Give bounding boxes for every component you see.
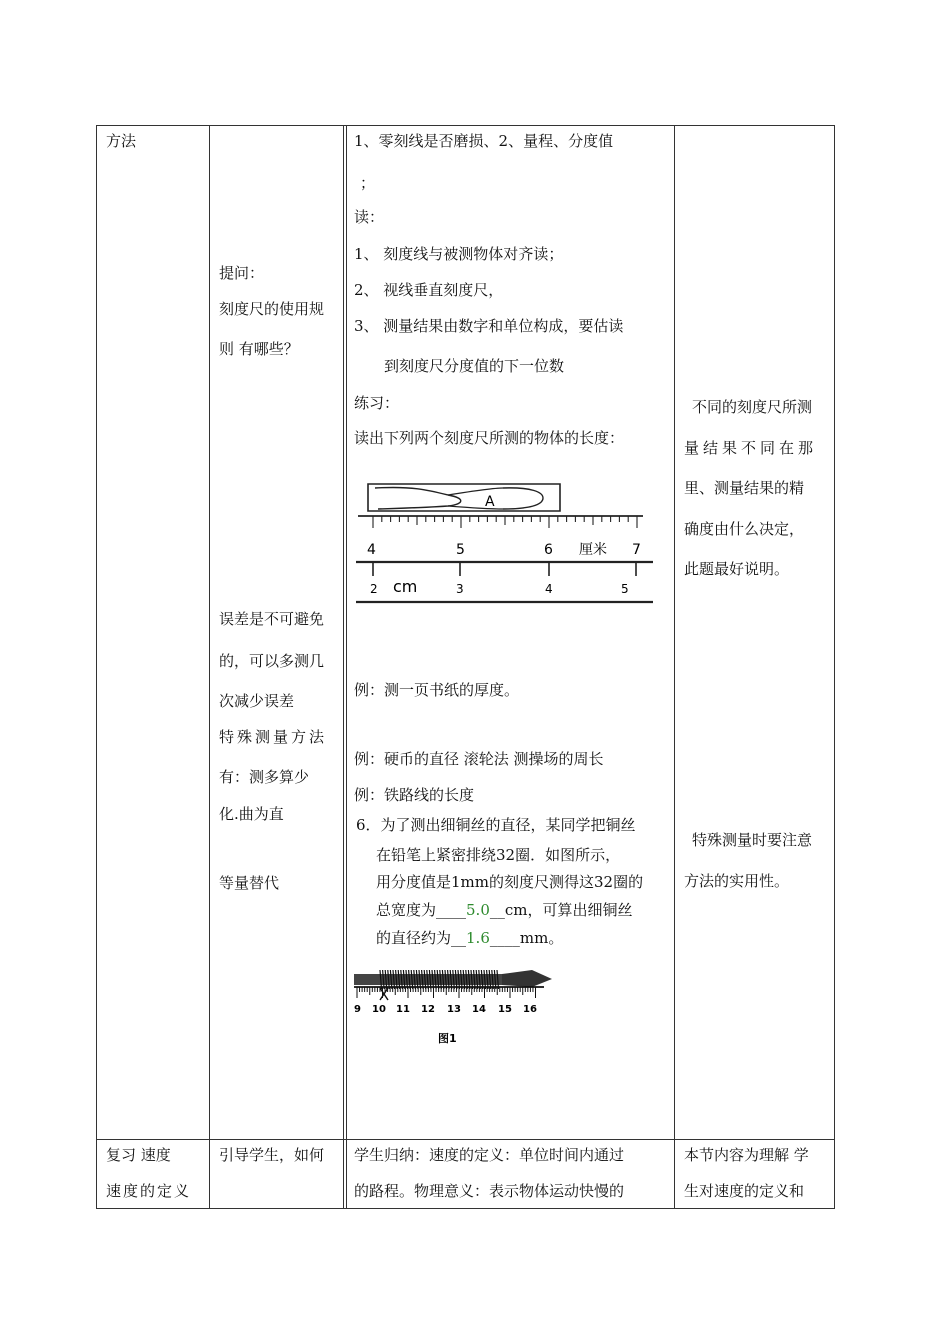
table-border-bottom bbox=[96, 1208, 835, 1209]
section-note-line-2: 生对速度的定义和 bbox=[684, 1182, 805, 1200]
coil-tick-14: 14 bbox=[472, 1004, 486, 1015]
question6-blank-prefix: 总宽度为____ bbox=[376, 901, 467, 919]
rule-line-2: ； bbox=[360, 174, 376, 192]
coil-figure-caption: 图1 bbox=[438, 1032, 457, 1045]
ruler1-unit: 厘米 bbox=[579, 542, 607, 558]
question-label: 提问： bbox=[219, 264, 265, 282]
cell-method: 方法 bbox=[106, 132, 137, 150]
practice-label: 练习： bbox=[354, 394, 400, 412]
review-speed: 复习 速度 bbox=[106, 1146, 171, 1164]
ruler1-tick-4: 4 bbox=[367, 542, 376, 558]
special-method-line-4: 等量替代 bbox=[219, 874, 280, 892]
object-a-label: A bbox=[485, 494, 495, 510]
ruler2-tick-3: 3 bbox=[456, 582, 464, 596]
table-border-right bbox=[834, 125, 835, 1208]
guide-students: 引导学生，如何 bbox=[219, 1146, 325, 1164]
coil-tick-13: 13 bbox=[447, 1004, 461, 1015]
table-border-left bbox=[96, 125, 97, 1208]
table-border-top bbox=[96, 125, 835, 126]
question6-blank-suffix: __cm，可算出细铜丝 bbox=[489, 901, 633, 919]
question-line-1: 刻度尺的使用规 bbox=[219, 300, 325, 318]
coil-tick-15: 15 bbox=[498, 1004, 512, 1015]
question6-answer-diameter: 1.6 bbox=[466, 929, 490, 947]
coil-tick-12: 12 bbox=[421, 1004, 435, 1015]
question6-line-4 bbox=[376, 899, 633, 920]
coil-tick-10: 10 bbox=[372, 1004, 386, 1015]
note-line-2: 量结果不同在那 bbox=[684, 439, 818, 457]
question6-line-2: 在铅笔上紧密排绕32圈．如图所示， bbox=[376, 846, 621, 864]
column-divider-3 bbox=[674, 125, 675, 1208]
error-line-3: 次减少误差 bbox=[219, 692, 295, 710]
question6-diameter-suffix: ____mm。 bbox=[489, 929, 564, 947]
read-step-1: 1、 刻度线与被测物体对齐读； bbox=[354, 245, 564, 263]
rule-line-1: 1、零刻线是否磨损、2、量程、分度值 bbox=[354, 132, 614, 150]
note-line-1: 不同的刻度尺所测 bbox=[692, 398, 813, 416]
error-line-2: 的，可以多测几 bbox=[219, 652, 325, 670]
special-method-line-3: 化.曲为直 bbox=[219, 805, 284, 823]
read-step-3: 3、 测量结果由数字和单位构成，要估读 bbox=[354, 317, 624, 335]
question6-line-1: 6．为了测出细铜丝的直径，某同学把铜丝 bbox=[356, 816, 636, 834]
question-line-2: 则 有哪些？ bbox=[219, 340, 299, 358]
question6-diameter-prefix: 的直径约为__ bbox=[376, 929, 467, 947]
coil-tick-9: 9 bbox=[354, 1004, 361, 1015]
example-coin-diameter: 例：硬币的直径 滚轮法 测操场的周长 bbox=[354, 750, 604, 768]
ruler1-tick-7: 7 bbox=[632, 542, 641, 558]
note-line-5: 此题最好说明。 bbox=[684, 560, 790, 578]
read-step-3-cont: 到刻度尺分度值的下一位数 bbox=[384, 357, 565, 375]
ruler2-unit: cm bbox=[393, 577, 418, 596]
section-note-line-1: 本节内容为理解 学 bbox=[684, 1146, 809, 1164]
read-step-2: 2、 视线垂直刻度尺， bbox=[354, 281, 504, 299]
special-method-line-1: 特殊测量方法 bbox=[219, 728, 328, 746]
column-divider-2 bbox=[343, 125, 344, 1208]
row-divider bbox=[96, 1139, 835, 1140]
ruler1-tick-5: 5 bbox=[456, 542, 465, 558]
student-summary-line-2: 的路程。物理意义：表示物体运动快慢的 bbox=[354, 1182, 625, 1200]
note-line-7: 方法的实用性。 bbox=[684, 872, 790, 890]
speed-definition: 速度的定义 bbox=[106, 1182, 192, 1200]
practice-instruction: 读出下列两个刻度尺所测的物体的长度： bbox=[354, 429, 625, 447]
ruler-figure bbox=[353, 478, 658, 610]
error-line-1: 误差是不可避免 bbox=[219, 610, 325, 628]
read-label: 读： bbox=[354, 208, 385, 226]
column-divider-1 bbox=[209, 125, 210, 1208]
note-line-4: 确度由什么决定， bbox=[684, 520, 805, 538]
question6-line-3: 用分度值是1mm的刻度尺测得这32圈的 bbox=[376, 873, 644, 891]
ruler1-tick-6: 6 bbox=[544, 542, 553, 558]
note-line-6: 特殊测量时要注意 bbox=[692, 831, 813, 849]
column-divider-2b bbox=[346, 125, 347, 1208]
ruler2-tick-2: 2 bbox=[370, 582, 378, 596]
example-paper-thickness: 例：测一页书纸的厚度。 bbox=[354, 681, 520, 699]
coil-tick-11: 11 bbox=[396, 1004, 410, 1015]
coil-figure bbox=[352, 960, 552, 1052]
ruler2-tick-4: 4 bbox=[545, 582, 553, 596]
student-summary-line-1: 学生归纳：速度的定义：单位时间内通过 bbox=[354, 1146, 625, 1164]
coil-tick-16: 16 bbox=[523, 1004, 537, 1015]
special-method-line-2: 有：测多算少 bbox=[219, 768, 310, 786]
note-line-3: 里、测量结果的精 bbox=[684, 479, 805, 497]
ruler2-tick-5: 5 bbox=[621, 582, 629, 596]
question6-answer-width: 5.0 bbox=[466, 901, 490, 919]
question6-line-5 bbox=[376, 927, 563, 948]
example-railway-length: 例：铁路线的长度 bbox=[354, 786, 475, 804]
